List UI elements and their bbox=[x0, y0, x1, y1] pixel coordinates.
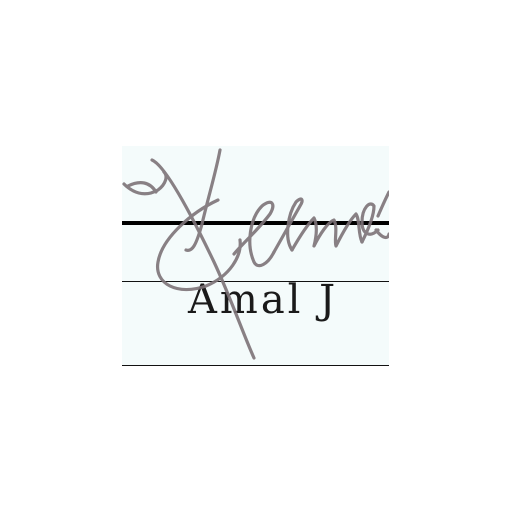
handwritten-signature bbox=[122, 146, 389, 366]
document-fragment bbox=[122, 146, 389, 366]
printed-name: Amal J bbox=[188, 277, 339, 323]
